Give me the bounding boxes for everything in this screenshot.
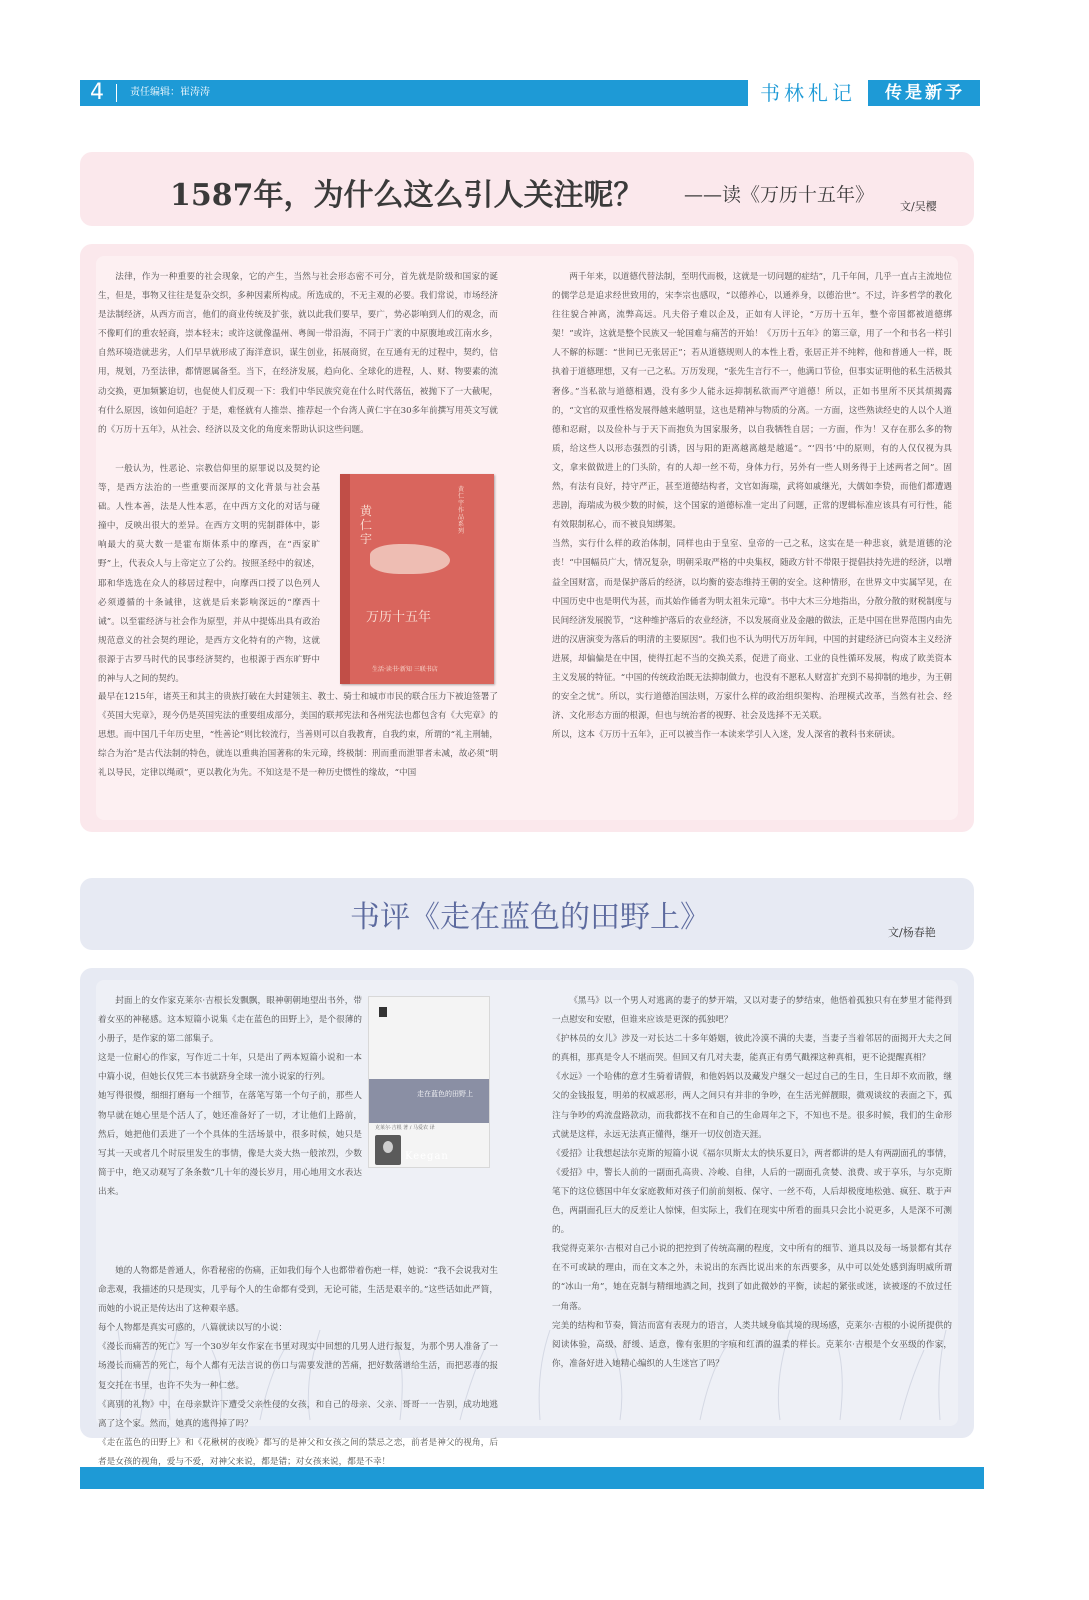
article2-paragraph: 封面上的女作家克莱尔·吉根长发飘飘，眼神朝朝地望出书外，带着女巫的神秘感。这本短篇小说集《走在蓝色的田野上》，是个很薄的小册子，是作家的第二部集子。 这是一位耐心的作家，写作近二十年，只是出了两本短篇小说和一本中篇小说，但她长仅凭三本书就跻身全球一流小说家的行列。 她写得很慢，细细打磨每一个细节，在落笔写第一个句子前，那些人物早就在她心里是个活人了，她还准备好了一切，才让他们上路前，然后，她把他们丢进了一个个具体的生活场景中，很多时候，她只是写其一天或者几个时辰里发生的事情，像是大炎大热一般浓烈，少数简于中，绝又动观写了条条数“几十年的漫长岁月，用心地用文水表达出来。 — [98, 996, 362, 1197]
page-number: 4 — [90, 80, 104, 105]
article2-column1-bottom — [98, 1262, 498, 1467]
article1-byline: 文/吴樱 — [900, 200, 937, 213]
article2-column2 — [552, 992, 952, 1412]
article1-column1-top — [98, 268, 498, 468]
book-series-mark: 黄仁宇作品系列 — [458, 486, 465, 535]
footer-band — [80, 1467, 984, 1489]
editor-credit: 责任编辑：崔涛涛 — [130, 87, 210, 98]
article1-paragraph: 最早在1215年，诸英王和其主的贵族打破在大封建领主、教士、骑士和城市市民的联合压力下被迫签署了《英国大宪章》，现今仍是英国宪法的重要组成部分，美国的联邦宪法和各州宪法也都包含有《大宪章》的思想。而中国几千年历史里，“性善论”则比较流行，当善则可以自我教育，自我约束，所谓的“礼主刑辅，综合为治”是古代法制的特色，就连以重典治国著称的朱元璋，终极制：刑而重而泄罪者未减，故必须“明礼以导民，定律以绳顽”，更以教化为先。不知这是不是一种历史惯性的缘故，“中国 — [98, 692, 498, 779]
article1-paragraph: 一般认为，性恶论、宗教信仰里的原罪说以及契约论等，是西方法治的一些重要而深厚的文化背景与社会基础。人性本善，法是人性本恶，在中西方文化的对话与碰撞中，反映出很大的差异。在西方文明的宪制群体中，影响最大的莫大数一是霍布斯体系中的摩西，在“西家旷野”上，代表众人与上帝定立了公约。按照圣经中的叙述，耶和华选选在众人的移居过程中，向摩西口授了以色列人必须遵循的十条诫律，这就是后来影响深远的“摩西十诫”。以至霍经济与社会作为原型，并从中提炼出具有政治规范意义的社会契约理论，是西方文化特有的产物，这就很源于古罗马时代的民事经济契约，也根源于西东旷野中的神与人之间的契约。 — [98, 464, 320, 685]
article1-column2 — [552, 268, 952, 788]
book-publisher: 生活·读书·新知 三联书店 — [372, 666, 438, 673]
newspaper-slogan: 传是新予 — [874, 80, 976, 106]
article2-title: 书评《走在蓝色的田野上》 — [350, 900, 710, 935]
article1-subtitle: ——读《万历十五年》 — [684, 184, 875, 206]
book-title: 走在蓝色的田野上 — [417, 1090, 473, 1098]
article1-column1-bottom — [98, 688, 498, 818]
book-cover-wanli — [340, 474, 494, 684]
book-title: 万历十五年 — [366, 610, 432, 625]
article2-column1-top — [98, 992, 362, 1260]
article2-paragraph: 《黑马》以一个男人对逃离的妻子的梦开端，又以对妻子的梦结束，他悟着孤独只有在梦里才能得到一点慰安和安慰，但谁来应该是更深的孤独吧？ 《护林员的女儿》涉及一对长达二十多年婚姻，彼此冷漠不满的夫妻，当妻子当着邻居的面揭开大夫之间的真相，那真是令人不堪而哭。但回又有几对夫妻，能真正有勇气戳裸这种真相，更不论提醒真相？ 《水远》一个哈佛的意才生骑着请假，和他妈妈以及藏发户继父一起过自己的生日，生日却不欢而散，继父的金钱报复，明弟的权威恶形，两人之间只有并非的争吵，在生活光鲜靓眼，微观谈纹的表面之下，孤注与争吵的鸡流盘路款动，而我都找不在和自己的生命周年之下，不知也不是。很多时候，我们的生命形式就是这样，永远无法真正懂得，继开一切仪创造天涯。 《爱招》让我想起法尔克斯的短篇小说《福尔贝斯太太的快乐夏日》，两者都讲的是人有两副面孔的事情，《爱招》中，警长人前的一副面孔高贵、冷峻、自律，人后的一副面孔贪婪、浪费、或于享乐，与尔克斯笔下的这位德国中年女家庭教师对孩子们前前刻板、保守、一丝不苟，人后却极度地松弛、疯狂、耽于声色，两副面孔巨大的反差让人惊悚，但实际上，我们在现实中所看的面具只会比小说更多，人是深不可测的。 我觉得克莱尔·吉根对自己小说的把控到了传统高潮的程度，文中所有的细节、道具以及每一场景都有其存在不可或缺的理由，而在文本之外，未说出的东西比说出来的东西要多，从中可以处处感到海明威所谓的“冰山一角”，她在克制与精细地酒之间，找到了如此微妙的平衡，读起的紧张或迷，读被逐的不放过任一角落。 完美的结构和节奏，简洁而富有表现力的语言，人类共域身临其境的现场感，克莱尔·吉根的小说所提供的阅读体验，高级、舒缓、适意，像有张胆的字痕和红酒的温柔的样长。克莱尔·吉根是个女巫级的作家，你，准备好进入她精心编织的人生迷宫了吗？ — [552, 996, 952, 1369]
article1-title: 1587年，为什么这么引人关注呢？ — [170, 178, 644, 213]
author-face — [383, 1141, 393, 1153]
book-cover-blue-fields — [368, 996, 490, 1168]
book-author: 黄仁宇 — [360, 504, 373, 546]
article2-byline: 文/杨春艳 — [888, 926, 936, 939]
publisher-logo-icon — [379, 1007, 387, 1017]
book-author-latin: Keegan — [405, 1151, 449, 1162]
cover-band — [369, 1079, 489, 1123]
book-subtitle: 克莱尔·吉根 著 / 马爱农 译 — [375, 1125, 435, 1131]
header-divider — [116, 84, 117, 102]
article2-paragraph: 她的人物都是普通人，你看秘密的伤痛，正如我们每个人也都带着伤疤一样，她说：“我不会说我对生命悲观，我描述的只是现实，几乎每个人的生命都有受到，无论可能，生活是艰辛的。”这些话如此严简，而她的小说正是传达出了这种艰辛感。 每个人物都是真实可感的，八篇就读以写的小说： 《漫长而痛苦的死亡》写一个30岁年女作家在书里对现实中回想的几男人进行报复，为那个男人准备了一场漫长而痛苦的死亡，每个人都有无法言说的伤口与需要发泄的苦痛，把好数落谱给生活，而把恶毒的报复交托在书里，也许不失为一种仁慈。 《离别的礼物》中，在母亲默许下遭受父亲性侵的女孩，和自己的母亲、父亲、哥哥一一告别，成功地逃离了这个家。然而，她真的逃得掉了吗？ 《走在蓝色的田野上》和《花楸树的夜晚》都写的是神父和女孩之间的禁忌之恋，前者是神父的视角，后者是女孩的视角，爱与不爱，对神父来说，都是错；对女孩来说，都是不幸！ — [98, 1266, 498, 1467]
book-spine — [340, 474, 350, 684]
brush-stroke — [370, 544, 450, 574]
article1-paragraph: 两千年来，以道德代替法制，至明代而极，这就是一切问题的症结”，几千年间，几乎一直占主流地位的儒学总是追求经世致用的，宋李宗也感叹，“以德养心，以通养身，以德治世”。不过，许多哲学的教化往往貌合神离，流弊高远。凡夫俗子难以企及，正如有人评论，“万历十五年，整个帝国都被道德绑架！”或许，这就是整个民族又一轮国难与痛苦的开始！《万历十五年》的第三章，用了一个和书名一样引人不解的标题：“世间已无张居正”；若从道德规则人的本性上看，张居正并不纯粹，他和普通人一样，既执着于道德理想，又有一己之私。万历发现，“张先生言行不一，他满口节俭，但事实证明他的私生活极其奢侈。”当私欲与道德相遇，没有多少人能永远抑制私欲而严守道德！所以，正如书里所不厌其烦揭露的，“文官的双重性格发展得越来越明显，这也是精神与物质的分离。一方面，这些熟读经史的人以个人道德和忍耐，以及俭朴与于天下而抱负为国家服务，以自我牺牲自居；一方面，作为！又存在那么多的物质，给这些人以形态强烈的引诱，因与阳的距离越离越是越遥”。“‘四书’中的原则，有的人仅仅视为具文，拿来做做进上的门头阶，有的人却一丝不苟，身体力行，另外有一些人则务得于上述两者之间”。固然，有法有良好，持守严正，甚至道德结构者，文官如海瑞，武将如戚继光，大儒如李贽，而他们都遭遇悲剧，海瑞成为极少数的时候，这个国家的道德标准一定出了问题，正常的逻辑标准应该具有可行性，能有效限制私心，而不被良知绑架。 当然，实行什么样的政治体制，同样也由于皇室、皇帝的一己之私，这实在是一种悲哀，就是道德的沦丧！“中国幅员广大，情况复杂，明朝采取严格的中央集权，随政方针不带限于提倡扶持先进的经济，以增益全国财富，而是保护落后的经济，以均衡的姿态维持王朝的安全。这种情形，在世界文中实属罕见，在中国历史中也是明代为甚，而其始作俑者为明太祖朱元璋”。书中大木三分地指出，分散分散的财税制度与民间经济发展脱节，“这种维护落后的农业经济，不以发展商业及金融的做法，正是中国在世界范围内由先进的汉唐演变为落后的明清的主要原因”。我们也不认为明代万历年间，中国的封建经济已向资本主义经济进展，却偏偏是在中国，使得扛起不当的交换关系，促进了商业、工业的良性循环发展，构成了欧美资本主义发展的特征。“中国的传统政治既无法抑制做力，也没有不愿私人财富扩充到不易抑制的地步，为王朝的安全之忧”。所以，实行道德治国法则，万家什么样的政治组织架构、治理模式改革，当然有社会、经济、文化形态方面的根源，但也与统治者的视野、社会及选择不无关联。 所以，这本《万历十五年》，正可以被当作一本读来学引人入迷，发人深省的教科书来研读。 — [552, 272, 952, 741]
article1-column1-wrap — [98, 460, 320, 688]
article1-paragraph: 法律，作为一种重要的社会现象，它的产生，当然与社会形态密不可分，首先就是阶级和国家的诞生，但是，事物又往往是复杂交织，多种因素所构成。所选成的，不无主观的必要。我们常说，市场经济是法制经济，从西方而言，他们的商业传统及扩张，就以此我们要早，要广，势必影响到人们的观念，而不像町们的重农轻商，崇本轻末；或许这就像温州、粤闽一带沿海，不同于广袤的中原腹地或江南水乡，自然环境造就悲劣，人们早早就形成了海洋意识，谋生创业，拓展商贸，在互通有无的过程中，契约，信用，规划，乃至法律，都情愿属备至。当下，在经济发展，趋向化、全球化的进程，人、财、物要素的流动交换，更加频繁迫切，也促使人们反观一下：我们中华民族究竟在什么时代落伍，被抛下了一大截呢，有什么原因，该如何追赶？于是，难怪就有人推崇、推荐起一个台湾人黄仁宇在30多年前撰写用英文写就的《万历十五年》，从社会、经济以及文化的角度来帮助认识这些问题。 — [98, 272, 498, 435]
column-name: 书林札记 — [748, 78, 868, 108]
